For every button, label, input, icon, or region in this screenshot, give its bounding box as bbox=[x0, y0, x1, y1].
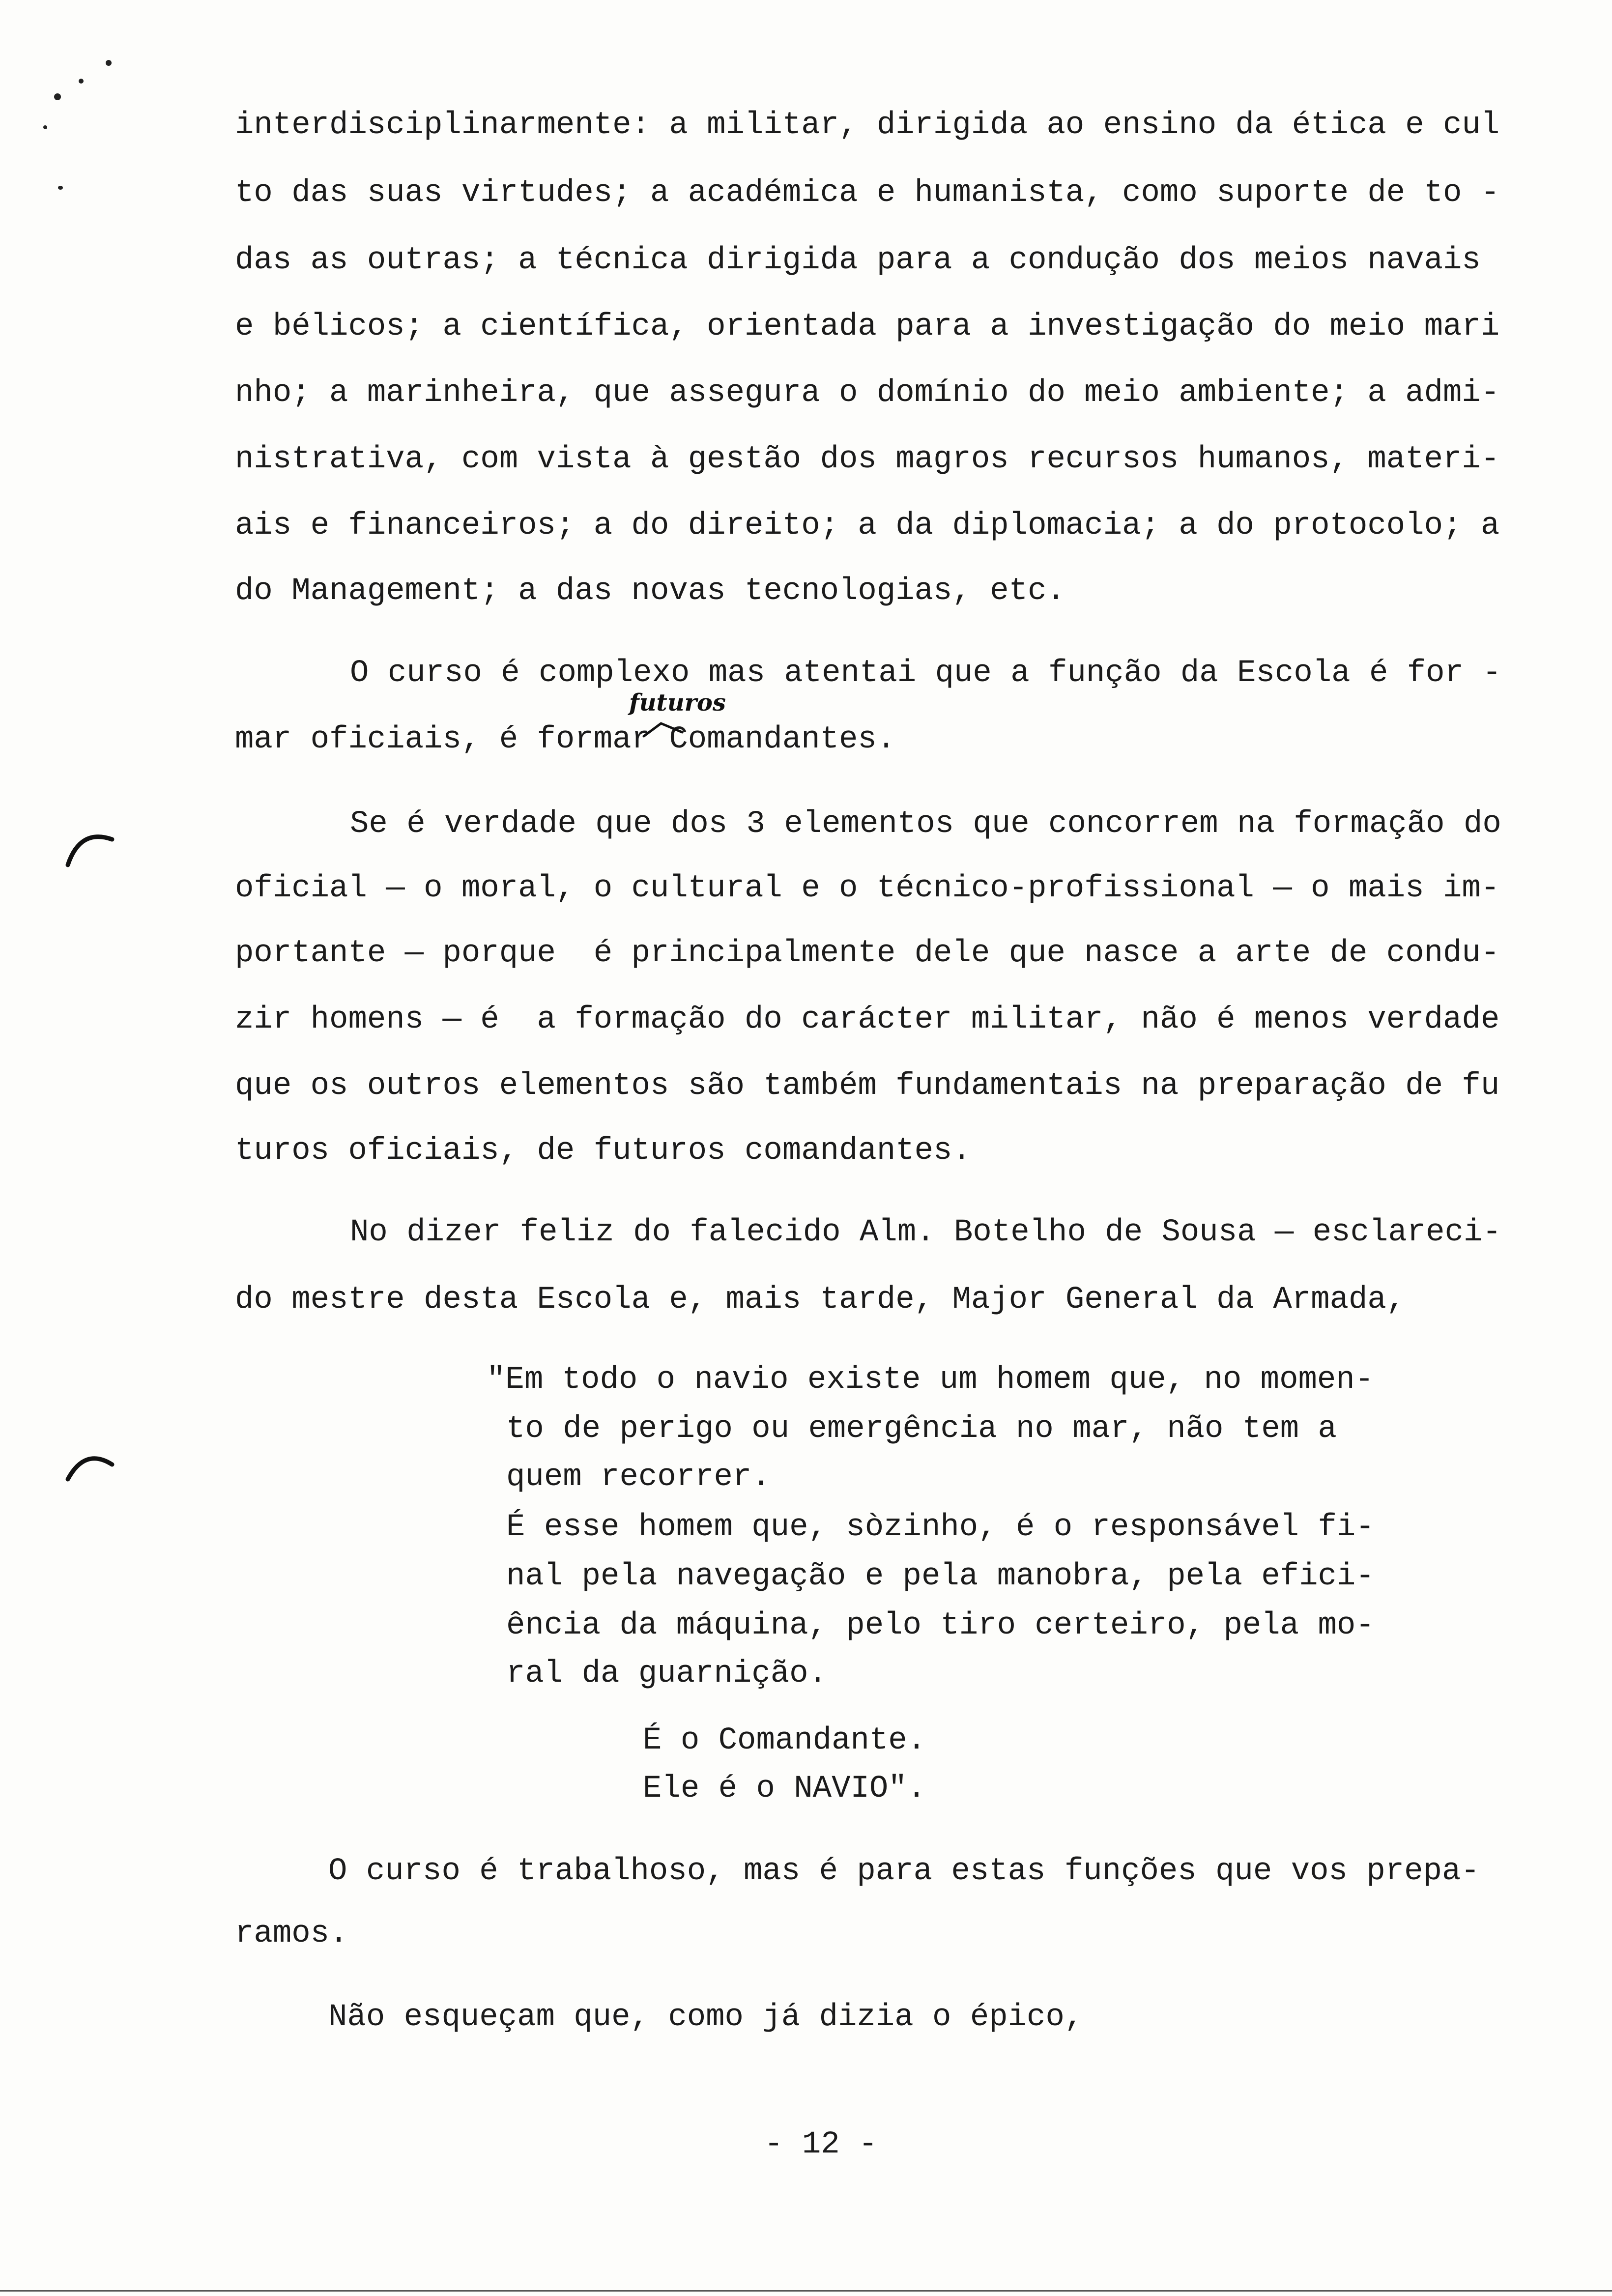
svg-text:futuros: futuros bbox=[629, 689, 726, 717]
quote-line: to de perigo ou emergência no mar, não tem a bbox=[506, 1411, 1337, 1447]
body-line: zir homens — é a formação do carácter militar, não é menos verdade bbox=[235, 1002, 1500, 1037]
body-line: mar oficiais, é formar Comandantes. bbox=[235, 722, 896, 757]
body-line: O curso é trabalhoso, mas é para estas funções que vos prepa- bbox=[328, 1854, 1480, 1889]
body-line: nho; a marinheira, que assegura o domínio do meio ambiente; a admi- bbox=[235, 375, 1500, 411]
quote-line: nal pela navegação e pela manobra, pela efici- bbox=[506, 1559, 1375, 1594]
ink-speck bbox=[43, 125, 47, 129]
body-line: ramos. bbox=[235, 1916, 348, 1952]
body-line: Se é verdade que dos 3 elementos que concorrem na formação do bbox=[350, 806, 1501, 842]
quote-line: É o Comandante. bbox=[643, 1723, 926, 1758]
quote-line: ral da guarnição. bbox=[506, 1656, 827, 1692]
punch-hole-arc bbox=[63, 826, 117, 870]
handwritten-insertion bbox=[624, 687, 737, 741]
quote-line: quem recorrer. bbox=[506, 1460, 771, 1495]
ink-speck bbox=[54, 93, 61, 100]
body-line: e bélicos; a científica, orientada para a investigação do meio mari bbox=[235, 309, 1500, 344]
ink-speck bbox=[106, 60, 112, 66]
scan-edge-line bbox=[0, 2290, 1612, 2292]
body-line: to das suas virtudes; a académica e humanista, como suporte de to - bbox=[235, 175, 1500, 211]
body-line: do mestre desta Escola e, mais tarde, Major General da Armada, bbox=[235, 1282, 1406, 1318]
body-line: portante — porque é principalmente dele que nasce a arte de condu- bbox=[235, 936, 1500, 971]
quote-line: ência da máquina, pelo tiro certeiro, pela mo- bbox=[506, 1608, 1375, 1643]
quote-line: É esse homem que, sòzinho, é o responsável fi- bbox=[506, 1510, 1375, 1545]
ink-speck bbox=[79, 79, 84, 84]
body-line: das as outras; a técnica dirigida para a condução dos meios navais bbox=[235, 243, 1481, 278]
body-line: do Management; a das novas tecnologias, etc. bbox=[235, 574, 1065, 609]
page-number: - 12 - bbox=[764, 2127, 878, 2162]
body-line: O curso é complexo mas atentai que a função da Escola é for - bbox=[350, 656, 1501, 691]
ink-speck bbox=[58, 186, 63, 190]
body-line: turos oficiais, de futuros comandantes. bbox=[235, 1133, 971, 1169]
quote-line: "Em todo o navio existe um homem que, no momen- bbox=[487, 1362, 1374, 1398]
body-line: nistrativa, com vista à gestão dos magros recursos humanos, materi- bbox=[235, 442, 1500, 477]
body-line: No dizer feliz do falecido Alm. Botelho de Sousa — esclareci- bbox=[350, 1215, 1501, 1250]
body-line: que os outros elementos são também fundamentais na preparação de fu bbox=[235, 1068, 1500, 1104]
quote-line: Ele é o NAVIO". bbox=[643, 1771, 926, 1807]
body-line: ais e financeiros; a do direito; a da diplomacia; a do protocolo; a bbox=[235, 508, 1500, 544]
punch-hole-arc bbox=[63, 1445, 117, 1484]
body-line: interdisciplinarmente: a militar, dirigida ao ensino da ética e cul bbox=[235, 108, 1500, 143]
body-line: Não esqueçam que, como já dizia o épico, bbox=[328, 2000, 1084, 2035]
body-line: oficial — o moral, o cultural e o técnico-profissional — o mais im- bbox=[235, 871, 1500, 906]
